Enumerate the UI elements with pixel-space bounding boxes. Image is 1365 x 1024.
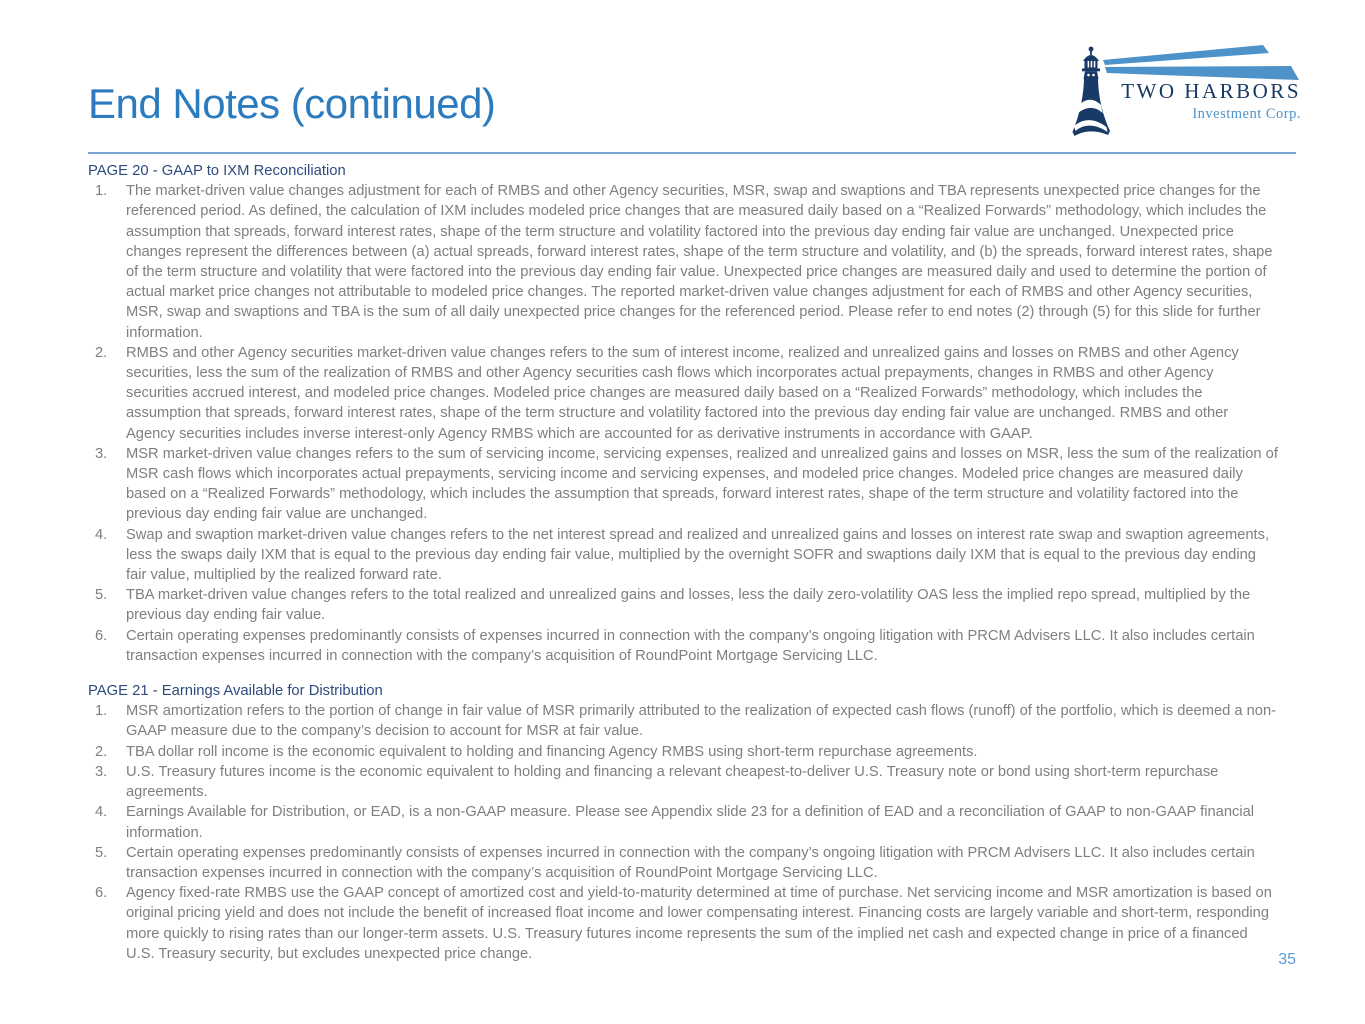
end-note-item: MSR market-driven value changes refers to the sum of servicing income, servicing expenses, realized and unrealized gains and losses on MSR, less the sum of the realization of MSR cash flows which incorporates actual prepayments, servicing income and servicing expenses, and modeled price changes. Modeled price changes are measured daily based on a “Realized Forwards” methodology, which includes the assumption that spreads, forward interest rates, shape of the term structure and volatility factored into the previous day ending fair value are unchanged. xyxy=(126,445,1278,523)
end-note-item: Certain operating expenses predominantly consists of expenses incurred in connection with the company’s ongoing litigation with PRCM Advisers LLC. It also includes certain transaction expenses incurred in connection with the company’s acquisition of RoundPoint Mortgage Servicing LLC. xyxy=(126,627,1255,664)
logo-subbrand: Investment Corp. xyxy=(1192,106,1301,122)
end-note-item: The market-driven value changes adjustment for each of RMBS and other Agency securities, MSR, swap and swaptions and TBA represents unexpected price changes for the referenced period. As defined, the calculation of IXM includes modeled price changes that are measured daily based on a “Realized Forwards” methodology, which includes the assumption that spreads, forward interest rates, shape of the term structure and volatility factored into the previous day ending fair value are unchanged. Unexpected price changes represent the differences between (a) actual spreads, forward interest rates, shape of the term structure and volatility, and (b) the spreads, forward interest rates, shape of the term structure and volatility that were factored into the previous day ending fair value. Unexpected price changes are measured daily and used to determine the portion of actual market price changes not attributable to modeled price changes. The reported market-driven value changes adjustment for each of RMBS and other Agency securities, MSR, swap and swaptions and TBA is the sum of all daily unexpected price changes for the referenced period. Please refer to end notes (2) through (5) for this slide for further information. xyxy=(126,183,1273,341)
end-note-item: Swap and swaption market-driven value changes refers to the net interest spread and realized and unrealized gains and losses on interest rate swap and swaption agreements, less the swaps daily IXM that is equal to the previous day ending fair value, multiplied by the overnight SOFR and swaptions daily IXM that is equal to the previous day ending fair value, multiplied by the realized forward rate. xyxy=(126,526,1270,584)
end-note-item: TBA dollar roll income is the economic equivalent to holding and financing Agency RMBS using short-term repurchase agreements. xyxy=(126,743,978,760)
section-heading: PAGE 21 - Earnings Available for Distribution xyxy=(88,683,383,700)
end-note-item: MSR amortization refers to the portion of change in fair value of MSR primarily attributed to the realization of expected cash flows (runoff) of the portfolio, which is deemed a non-GAAP measure due to the company’s decision to account for MSR at fair value. xyxy=(126,703,1277,740)
end-notes-list xyxy=(88,181,1278,666)
end-notes-list xyxy=(88,701,1278,964)
end-note-item: U.S. Treasury futures income is the economic equivalent to holding and financing a relevant cheapest-to-deliver U.S. Treasury note or bond using short-term repurchase agreements. xyxy=(126,763,1219,801)
logo-brand: TWO HARBORS xyxy=(1121,79,1301,103)
end-note-item: Agency fixed-rate RMBS use the GAAP concept of amortized cost and yield-to-maturity determined at time of purchase. Net servicing income and MSR amortization is based on original pricing yield and does not include the benefit of increased float income and lower compensating interest. Financing costs are largely variable and short-term, responding more quickly to rising rates than our longer-term assets. U.S. Treasury futures income represents the sum of the implied net cash and expected change in price of a financed U.S. Treasury security, but excludes unexpected price change. xyxy=(126,885,1272,962)
end-note-item: RMBS and other Agency securities market-driven value changes refers to the sum of interest income, realized and unrealized gains and losses on RMBS and other Agency securities, less the sum of the realization of RMBS and other Agency securities cash flows which incorporates actual prepayments, changes in RMBS and other Agency securities accrued interest, and modeled price changes. Modeled price changes are measured daily based on a “Realized Forwards” methodology, which includes the assumption that spreads, forward interest rates, shape of the term structure and volatility factored into the previous day ending fair value are unchanged. RMBS and other Agency securities includes inverse interest-only Agency RMBS which are accounted for as derivative instruments in accordance with GAAP. xyxy=(126,344,1239,442)
title-divider xyxy=(88,152,1296,154)
end-note-item: Earnings Available for Distribution, or EAD, is a non-GAAP measure. Please see Appendix slide 23 for a definition of EAD and a reconciliation of GAAP to non-GAAP financial information. xyxy=(126,804,1255,841)
page-number: 35 xyxy=(1278,951,1296,968)
section-page20-end-notes xyxy=(88,161,1296,666)
section-heading: PAGE 20 - GAAP to IXM Reconciliation xyxy=(88,163,346,179)
section-page21-end-notes xyxy=(88,681,1296,964)
end-note-item: Certain operating expenses predominantly consists of expenses incurred in connection with the company’s ongoing litigation with PRCM Advisers LLC. It also includes certain transaction expenses incurred in connection with the company’s acquisition of RoundPoint Mortgage Servicing LLC. xyxy=(126,844,1255,881)
two-harbors-logo xyxy=(1065,45,1303,139)
end-note-item: TBA market-driven value changes refers to the total realized and unrealized gains and losses, less the daily zero-volatility OAS less the implied repo spread, multiplied by the previous day ending fair value. xyxy=(126,587,1251,624)
page-title: End Notes (continued) xyxy=(88,80,496,127)
logo-text xyxy=(1121,79,1301,123)
light-beams-icon xyxy=(1103,45,1299,80)
